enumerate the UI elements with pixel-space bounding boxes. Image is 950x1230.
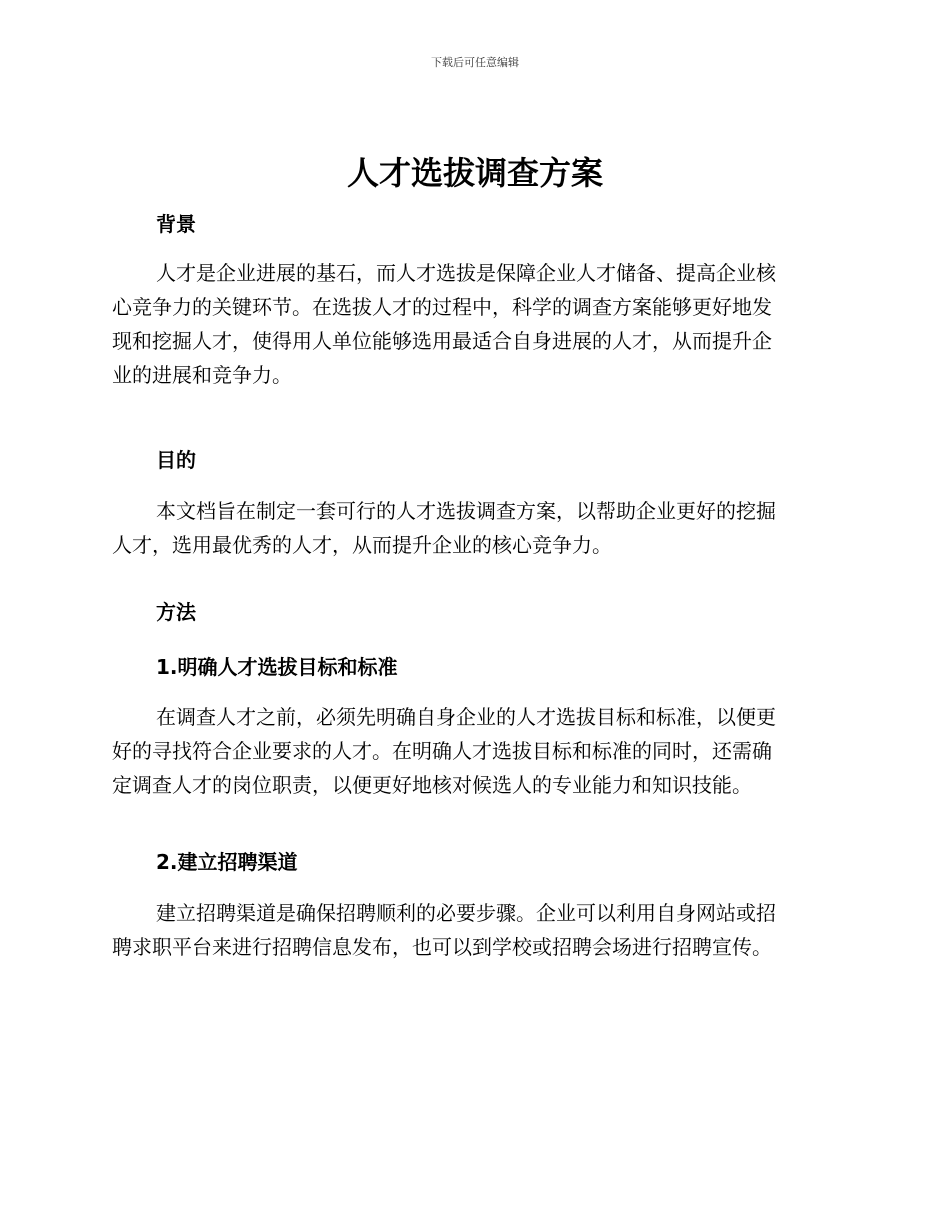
paragraph-line: 人才是企业进展的基石，而人才选拔是保障企业人才储备、提高企业核 [156, 261, 776, 285]
section-heading-purpose: 目的 [156, 448, 196, 472]
paragraph-line: 业的进展和竞争力。 [112, 363, 292, 387]
subsection-paragraph-targets [112, 700, 832, 802]
paragraph-line: 好的寻找符合企业要求的人才。在明确人才选拔目标和标准的同时，还需确 [112, 739, 772, 763]
paragraph-line: 在调查人才之前，必须先明确自身企业的人才选拔目标和标准，以便更 [156, 705, 776, 729]
subsection-heading-channels: 2.建立招聘渠道 [156, 850, 298, 874]
section-paragraph-background [112, 256, 832, 392]
paragraph-line: 建立招聘渠道是确保招聘顺利的必要步骤。企业可以利用自身网站或招 [156, 901, 776, 925]
section-heading-background: 背景 [156, 212, 196, 236]
paragraph-line: 聘求职平台来进行招聘信息发布，也可以到学校或招聘会场进行招聘宣传。 [112, 935, 772, 959]
subsection-paragraph-channels [112, 896, 832, 964]
section-paragraph-purpose [112, 494, 832, 562]
paragraph-line: 本文档旨在制定一套可行的人才选拔调查方案，以帮助企业更好的挖掘 [156, 499, 776, 523]
paragraph-line: 心竞争力的关键环节。在选拔人才的过程中，科学的调查方案能够更好地发 [112, 295, 772, 319]
paragraph-line: 人才，选用最优秀的人才，从而提升企业的核心竞争力。 [112, 533, 612, 557]
paragraph-line: 现和挖掘人才，使得用人单位能够选用最适合自身进展的人才，从而提升企 [112, 329, 772, 353]
header-note: 下载后可任意编辑 [431, 56, 519, 69]
section-heading-method: 方法 [156, 600, 196, 624]
subsection-heading-targets: 1.明确人才选拔目标和标准 [156, 655, 398, 679]
paragraph-line: 定调查人才的岗位职责，以便更好地核对候选人的专业能力和知识技能。 [112, 773, 752, 797]
document-title: 人才选拔调查方案 [346, 154, 603, 192]
